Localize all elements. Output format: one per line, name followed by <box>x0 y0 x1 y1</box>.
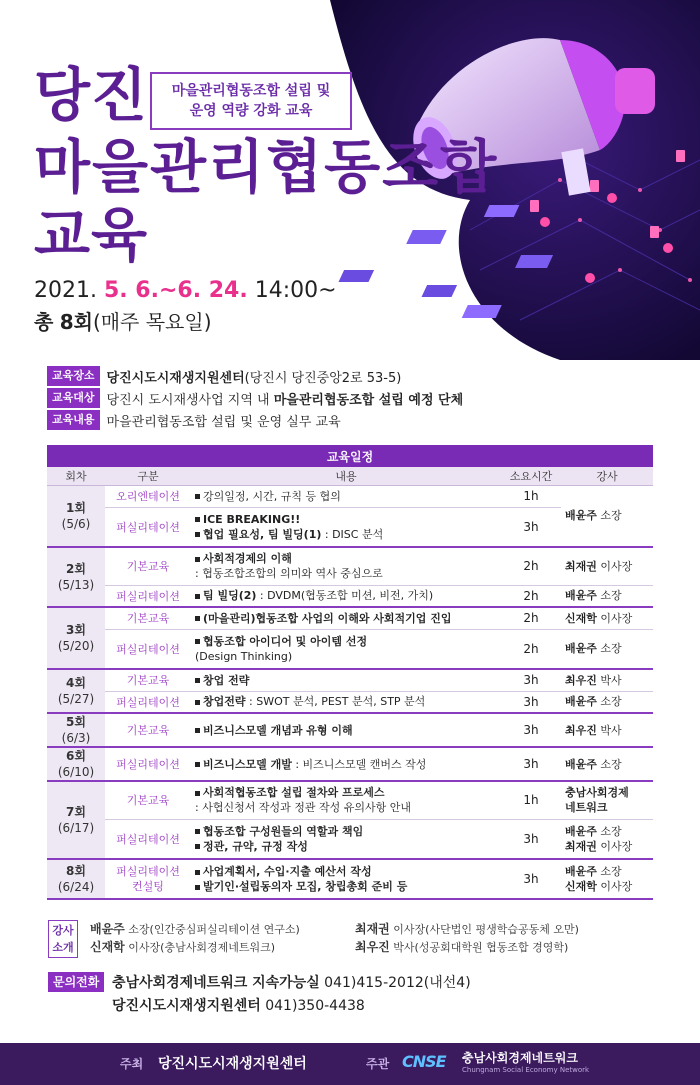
instructor-title: 소장 <box>596 589 622 603</box>
header-cell: 회차 <box>47 467 105 485</box>
table-row <box>47 747 653 781</box>
type-cell: 퍼실리테이션 <box>105 629 191 669</box>
date-line <box>34 278 337 303</box>
instructor-title: 소장 <box>596 757 622 771</box>
content-sub: : 협동조합조합의 의미와 역사 중심으로 <box>195 567 383 581</box>
content-text: 협동조합 아이디어 및 아이템 선정 <box>203 634 368 648</box>
hours-cell: 3h <box>501 507 561 547</box>
instructor-name: 최재권 <box>565 559 597 573</box>
header-cell: 내용 <box>191 467 501 485</box>
hours-cell: 2h <box>501 629 561 669</box>
table-row <box>47 691 653 713</box>
footer-bar <box>0 1043 700 1085</box>
info-tag: 교육내용 <box>47 410 100 430</box>
date-prefix: 2021. <box>34 278 97 303</box>
session-date: (6/24) <box>57 880 95 894</box>
content-cell <box>191 669 501 691</box>
type-cell: 퍼실리테이션 <box>105 819 191 859</box>
instructor-title: 소장 <box>596 824 622 838</box>
content-text: 사업계획서, 수입·지출 예산서 작성 <box>203 865 372 878</box>
content-text: (마을관리)협동조합 사업의 이해와 사회적기업 진입 <box>203 611 452 625</box>
table-row <box>47 781 653 819</box>
instructor-intro-item <box>90 920 300 937</box>
instructor-cell <box>561 691 653 713</box>
table-row <box>47 713 653 747</box>
instructor-name: 배윤주 <box>565 757 597 771</box>
schedule-table <box>47 445 653 900</box>
content-bold: 비즈니스모델 개발 <box>203 757 292 771</box>
intro-tag-line: 강사 <box>52 924 74 937</box>
instructor-title: 소장 <box>596 865 622 878</box>
type-label: 컨설팅 <box>132 880 164 893</box>
hours-cell: 1h <box>501 781 561 819</box>
count-value: 8회 <box>59 310 93 334</box>
instructor-name: 최우진 <box>565 723 597 737</box>
content-cell <box>191 747 501 781</box>
content-cell <box>191 691 501 713</box>
contact-phone: 041)415-2012(내선4) <box>319 975 471 991</box>
session-name: 6회 <box>66 749 86 763</box>
type-cell: 기본교육 <box>105 713 191 747</box>
table-row <box>47 547 653 585</box>
instructor-cell <box>561 629 653 669</box>
hours-cell: 2h <box>501 547 561 585</box>
instructor-intro-tag <box>48 920 78 958</box>
instructor-cell <box>561 713 653 747</box>
session-cell <box>47 713 105 747</box>
host-label: 주최 <box>120 1057 144 1071</box>
content-bold: 협업 필요성, 팀 빌딩(1) <box>203 527 322 541</box>
info-rest: 당진시 도시재생사업 지역 내 <box>106 392 274 408</box>
instructor-cell <box>561 585 653 607</box>
table-header-row <box>47 467 653 485</box>
content-text: 강의일정, 시간, 규칙 등 협의 <box>203 489 341 503</box>
header-cell: 구분 <box>105 467 191 485</box>
content-text: : DVDM(협동조합 미션, 비전, 가치) <box>256 589 434 603</box>
intro-desc: 이사장(사단법인 평생학습공동체 오만) <box>389 923 579 936</box>
content-text: : SWOT 분석, PEST 분석, STP 분석 <box>245 695 426 709</box>
instructor-name: 배윤주 <box>565 695 597 709</box>
count-prefix: 총 <box>34 310 54 334</box>
intro-name: 최우진 <box>355 940 390 954</box>
title-line-2: 마을관리협동조합 <box>34 133 499 201</box>
content-cell <box>191 547 501 585</box>
content-text: ICE BREAKING!! <box>203 512 301 526</box>
cnse-logo-icon: CNSE <box>402 1052 446 1071</box>
info-text <box>107 389 464 408</box>
date-time: 14:00~ <box>254 278 337 303</box>
instructor-name: 배윤주 <box>565 589 597 603</box>
instructor-intro-item <box>90 938 275 955</box>
instructor-name: 신재학 <box>565 880 597 893</box>
session-date: (5/27) <box>57 692 95 706</box>
hours-cell: 3h <box>501 747 561 781</box>
subtitle-box <box>150 72 352 130</box>
content-text: : 비즈니스모델 캔버스 작성 <box>291 757 427 771</box>
content-cell <box>191 819 501 859</box>
info-tag: 교육대상 <box>47 388 100 408</box>
organizer-subname: Chungnam Social Economy Network <box>462 1066 590 1074</box>
session-name: 4회 <box>66 676 86 690</box>
session-name: 8회 <box>66 864 86 878</box>
session-date: (6/10) <box>57 765 95 779</box>
schedule-caption: 교육일정 <box>47 445 653 467</box>
hours-cell: 2h <box>501 585 561 607</box>
instructor-title: 소장 <box>596 695 622 709</box>
count-suffix: (매주 목요일) <box>92 310 212 334</box>
type-cell: 기본교육 <box>105 781 191 819</box>
instructor-cell <box>561 607 653 629</box>
session-name: 3회 <box>66 623 86 637</box>
instructor-title: 이사장 <box>596 559 633 573</box>
title-line-3: 교육 <box>34 201 149 269</box>
header-cell: 강사 <box>561 467 653 485</box>
content-text: 창업 전략 <box>203 673 250 687</box>
organizer-label: 주관 <box>366 1057 390 1071</box>
content-cell <box>191 629 501 669</box>
intro-name: 최재권 <box>355 922 390 936</box>
content-sub: : 사협신청서 작성과 정관 작성 유의사항 안내 <box>195 801 411 815</box>
intro-desc: 소장(인간중심퍼실리테이션 연구소) <box>124 923 300 936</box>
session-cell <box>47 747 105 781</box>
hours-cell: 3h <box>501 713 561 747</box>
session-cell <box>47 669 105 713</box>
session-cell <box>47 547 105 607</box>
instructor-cell <box>561 859 653 899</box>
instructor-title: 소장 <box>596 642 622 656</box>
session-name: 5회 <box>66 715 86 729</box>
count-line <box>34 306 212 335</box>
info-rest: (당진시 당진중앙2로 53-5) <box>244 370 402 386</box>
table-row <box>47 669 653 691</box>
instructor-intro-item <box>355 920 579 937</box>
contact-org: 충남사회경제네트워크 지속가능실 <box>112 975 320 991</box>
type-cell: 기본교육 <box>105 607 191 629</box>
intro-desc: 박사(성공회대학원 협동조합 경영학) <box>389 941 569 954</box>
intro-name: 신재학 <box>90 940 125 954</box>
instructor-name: 최재권 <box>565 839 597 853</box>
content-text: 비즈니스모델 개념과 유형 이해 <box>203 723 353 737</box>
session-name: 2회 <box>66 562 86 576</box>
content-text: 협동조합 구성원들의 역할과 책임 <box>203 824 364 838</box>
content-cell <box>191 713 501 747</box>
contact-tag: 문의전화 <box>48 972 104 992</box>
date-range: 5. 6.~6. 24. <box>103 278 248 303</box>
info-content <box>47 410 341 430</box>
type-cell: 퍼실리테이션 <box>105 507 191 547</box>
table-row <box>47 629 653 669</box>
subtitle-line-1: 마을관리협동조합 설립 및 <box>171 83 331 99</box>
type-cell: 퍼실리테이션 <box>105 691 191 713</box>
type-cell: 기본교육 <box>105 547 191 585</box>
instructor-name: 배윤주 <box>565 865 597 878</box>
content-text: 정관, 규약, 규정 작성 <box>203 839 308 853</box>
session-date: (5/20) <box>57 639 95 653</box>
content-cell <box>191 607 501 629</box>
content-bold: 창업전략 <box>203 695 246 709</box>
instructor-name: 네트워크 <box>565 801 608 815</box>
instructor-intro-item <box>355 938 568 955</box>
info-bold: 당진시도시재생지원센터 <box>106 370 245 386</box>
instructor-title: 박사 <box>596 673 622 687</box>
instructor-name: 배윤주 <box>565 642 597 656</box>
hours-cell: 2h <box>501 607 561 629</box>
info-bold: 마을관리협동조합 설립 예정 단체 <box>273 392 464 408</box>
session-name: 1회 <box>66 500 86 515</box>
instructor-cell <box>561 485 653 547</box>
instructor-title: 소장 <box>596 509 622 523</box>
content-text: 사회적협동조합 설립 절차와 프로세스 <box>203 786 385 800</box>
info-rest: 마을관리협동조합 설립 및 운영 실무 교육 <box>106 414 341 430</box>
host-name: 당진시도시재생지원센터 <box>158 1056 307 1072</box>
title-line-1: 당진 <box>34 61 149 129</box>
table-row <box>47 859 653 899</box>
type-label: 퍼실리테이션 <box>116 865 180 878</box>
content-cell <box>191 507 501 547</box>
type-cell: 기본교육 <box>105 669 191 691</box>
info-text <box>107 367 402 386</box>
instructor-title: 이사장 <box>596 611 633 625</box>
session-cell <box>47 859 105 899</box>
table-row <box>47 585 653 607</box>
type-cell: 오리엔테이션 <box>105 485 191 507</box>
session-date: (6/3) <box>61 731 91 745</box>
instructor-name: 충남사회경제 <box>565 786 629 800</box>
intro-desc: 이사장(충남사회경제네트워크) <box>124 941 275 954</box>
content-cell <box>191 859 501 899</box>
content-text: 발기인·설립동의자 모집, 창립총회 준비 등 <box>203 880 408 893</box>
instructor-name: 배윤주 <box>565 509 597 523</box>
content-cell <box>191 585 501 607</box>
session-date: (5/13) <box>57 578 95 592</box>
intro-name: 배윤주 <box>90 922 125 936</box>
contact-phone: 041)350-4438 <box>260 998 365 1014</box>
table-row <box>47 819 653 859</box>
instructor-cell <box>561 747 653 781</box>
hours-cell: 1h <box>501 485 561 507</box>
info-location <box>47 366 401 386</box>
type-cell: 퍼실리테이션 <box>105 585 191 607</box>
instructor-title: 이사장 <box>596 880 633 893</box>
content-text: 사회적경제의 이해 <box>203 552 292 566</box>
header-cell: 소요시간 <box>501 467 561 485</box>
instructor-title: 박사 <box>596 723 622 737</box>
hours-cell: 3h <box>501 819 561 859</box>
session-name: 7회 <box>66 805 86 819</box>
session-date: (6/17) <box>57 821 95 835</box>
hours-cell: 3h <box>501 691 561 713</box>
contact-line-2 <box>112 995 365 1015</box>
organizer-name: 충남사회경제네트워크 <box>462 1051 578 1065</box>
session-cell <box>47 607 105 669</box>
content-text: : DISC 분석 <box>321 527 384 541</box>
subtitle-line-2: 운영 역량 강화 교육 <box>189 103 313 119</box>
session-cell <box>47 781 105 859</box>
contact-org: 당진시도시재생지원센터 <box>112 998 261 1014</box>
instructor-cell <box>561 781 653 819</box>
content-sub: (Design Thinking) <box>195 649 293 663</box>
content-cell <box>191 485 501 507</box>
hours-cell: 3h <box>501 859 561 899</box>
content-bold: 팀 빌딩(2) <box>203 589 257 603</box>
info-tag: 교육장소 <box>47 366 100 386</box>
table-row <box>47 607 653 629</box>
instructor-title: 이사장 <box>596 839 633 853</box>
instructor-cell <box>561 547 653 585</box>
contact-line-1 <box>112 972 471 992</box>
instructor-cell <box>561 669 653 691</box>
instructor-cell <box>561 819 653 859</box>
type-cell <box>105 859 191 899</box>
session-cell <box>47 485 105 547</box>
intro-tag-line: 소개 <box>52 941 74 954</box>
instructor-name: 신재학 <box>565 611 597 625</box>
type-cell: 퍼실리테이션 <box>105 747 191 781</box>
table-row <box>47 485 653 507</box>
content-cell <box>191 781 501 819</box>
info-target <box>47 388 463 408</box>
instructor-name: 최우진 <box>565 673 597 687</box>
hours-cell: 3h <box>501 669 561 691</box>
session-date: (5/6) <box>61 516 91 531</box>
instructor-name: 배윤주 <box>565 824 597 838</box>
